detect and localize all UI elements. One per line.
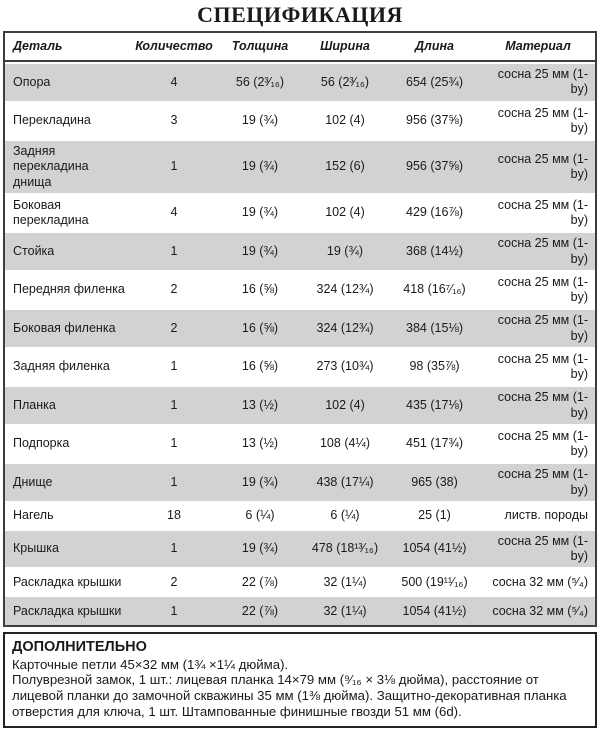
table-cell: 22 (⅞) (241, 603, 279, 618)
table-cell: 32 (1¼) (323, 574, 367, 589)
additional-section (3, 632, 597, 728)
table-cell: 1 (170, 474, 178, 489)
table-cell: листв. породы (504, 508, 588, 523)
table-cell: 13 (½) (241, 397, 279, 412)
table-cell: 13 (½) (241, 436, 279, 451)
table-cell: 6 (¼) (245, 508, 275, 523)
table-cell: Подпорка (13, 436, 70, 451)
column-header: Деталь (13, 38, 63, 53)
table-cell: 429 (16⅞) (406, 205, 463, 220)
table-cell: 1 (170, 541, 178, 556)
table-cell: 16 (⅝) (241, 282, 279, 297)
table-cell: 654 (25¾) (406, 74, 463, 89)
table-cell: 2 (170, 282, 178, 297)
table-cell: 2 (170, 320, 178, 335)
table-cell: 435 (17⅛) (406, 397, 463, 412)
table-cell: Нагель (13, 508, 54, 523)
table-cell: сосна 25 мм (1-by) (497, 390, 588, 420)
table-cell: 19 (¾) (326, 243, 364, 258)
table-cell: Перекладина (13, 113, 91, 128)
table-cell: Боковая филенка (13, 320, 116, 335)
table-cell: 19 (¾) (241, 113, 279, 128)
table-cell: 4 (170, 74, 178, 89)
table-cell: 108 (4¼) (319, 436, 371, 451)
additional-line-hinges: Карточные петли 45×32 мм (1¾ ×1¼ дюйма). (12, 656, 289, 672)
additional-line-lock-and-nails: Полуврезной замок, 1 шт.: лицевая планка 14×79 мм (⁹⁄₁₆ × 3⅛ дюйма), расстояние от лицевой планки до замочной скважины 35 мм (1⅜ дюйма). Защитно-декоративная планка отверстия для ключа, 1 шт. Штампованные финишные гвозди 51 мм (6d). (12, 672, 567, 720)
table-cell: 102 (4) (325, 113, 365, 128)
table-cell: сосна 25 мм (1-by) (497, 197, 588, 227)
specification-page (3, 2, 597, 728)
table-cell: 102 (4) (325, 205, 365, 220)
table-cell: 1 (170, 397, 178, 412)
table-cell: 965 (38) (411, 474, 458, 489)
table-row (5, 64, 595, 103)
table-cell: 56 (2³⁄₁₆) (320, 74, 370, 89)
table-cell: Задняя филенка (13, 359, 110, 374)
table-row (5, 233, 595, 272)
table-cell: 438 (17¼) (316, 474, 374, 489)
table-row (5, 103, 595, 142)
table-cell: 18 (167, 508, 181, 523)
table-cell: Боковая перекладина (13, 197, 89, 227)
table-cell: 478 (18¹³⁄₁₆) (311, 541, 379, 556)
table-cell: 324 (12¾) (316, 320, 374, 335)
column-header: Материал (505, 38, 571, 53)
table-row (5, 569, 595, 597)
table-row (5, 426, 595, 465)
table-row (5, 387, 595, 426)
table-cell: сосна 25 мм (1-by) (497, 428, 588, 458)
table-cell: 19 (¾) (241, 159, 279, 174)
table-cell: Планка (13, 397, 56, 412)
table-cell: 3 (170, 113, 178, 128)
table-cell: 500 (19¹¹⁄₁₆) (401, 574, 468, 589)
table-row (5, 272, 595, 311)
table-cell: 1 (170, 603, 178, 618)
table-cell: 152 (6) (325, 159, 365, 174)
table-cell: Стойка (13, 243, 55, 258)
table-cell: 32 (1¼) (323, 603, 367, 618)
specification-table (3, 31, 597, 627)
table-row (5, 141, 595, 195)
page-title: СПЕЦИФИКАЦИЯ (197, 2, 403, 27)
table-cell: 4 (170, 205, 178, 220)
table-cell: сосна 25 мм (1-by) (497, 105, 588, 135)
table-cell: 384 (15⅛) (406, 320, 463, 335)
table-cell: 451 (17¾) (406, 436, 463, 451)
table-cell: сосна 25 мм (1-by) (497, 67, 588, 97)
table-cell: сосна 25 мм (1-by) (497, 236, 588, 266)
table-cell: Крышка (13, 541, 59, 556)
table-cell: сосна 25 мм (1-by) (497, 351, 588, 381)
table-cell: 98 (35⅞) (409, 359, 460, 374)
column-header: Толщина (231, 38, 289, 53)
table-cell: 25 (1) (418, 508, 451, 523)
table-row (5, 503, 595, 531)
table-cell: сосна 25 мм (1-by) (497, 313, 588, 343)
table-cell: 19 (¾) (241, 205, 279, 220)
column-header: Ширина (320, 38, 370, 53)
table-cell: 1 (170, 436, 178, 451)
table-row (5, 531, 595, 570)
table-cell: 16 (⅝) (241, 359, 279, 374)
table-cell: 956 (37⅝) (406, 113, 463, 128)
table-cell: сосна 32 мм (⁵⁄₄) (492, 574, 588, 589)
table-cell: 19 (¾) (241, 243, 279, 258)
table-cell: Задняя перекладина днища (13, 144, 89, 189)
table-cell: 273 (10¾) (316, 359, 374, 374)
table-cell: 102 (4) (325, 397, 365, 412)
table-row (5, 195, 595, 234)
table-cell: 1054 (41½) (402, 541, 467, 556)
table-cell: сосна 25 мм (1-by) (497, 274, 588, 304)
table-cell: Передняя филенка (13, 282, 125, 297)
table-row (5, 349, 595, 388)
additional-title: ДОПОЛНИТЕЛЬНО (12, 639, 147, 656)
table-cell: 368 (14½) (406, 243, 463, 258)
table-cell: 1054 (41½) (402, 603, 467, 618)
table-cell: 22 (⅞) (241, 574, 279, 589)
table-cell: 56 (2³⁄₁₆) (235, 74, 285, 89)
table-cell: 324 (12¾) (316, 282, 374, 297)
table-row (5, 597, 595, 625)
table-cell: 16 (⅝) (241, 320, 279, 335)
table-cell: Раскладка крышки (13, 574, 122, 589)
column-header: Количество (135, 38, 213, 53)
table-cell: сосна 25 мм (1-by) (497, 151, 588, 181)
table-cell: 956 (37⅝) (406, 159, 463, 174)
table-cell: Опора (13, 74, 51, 89)
table-cell: 2 (170, 574, 178, 589)
table-cell: 19 (¾) (241, 474, 279, 489)
table-cell: 19 (¾) (241, 541, 279, 556)
table-cell: Днище (13, 474, 53, 489)
table-cell: 6 (¼) (330, 508, 360, 523)
table-cell: сосна 25 мм (1-by) (497, 533, 588, 563)
column-header: Длина (415, 38, 454, 53)
table-cell: 1 (170, 359, 178, 374)
table-header-row (5, 33, 595, 62)
table-cell: сосна 32 мм (⁵⁄₄) (492, 603, 588, 618)
table-cell: 1 (170, 243, 178, 258)
table-row (5, 464, 595, 503)
table-cell: 418 (16⁷⁄₁₆) (403, 282, 466, 297)
table-cell: 1 (170, 159, 178, 174)
table-cell: сосна 25 мм (1-by) (497, 467, 588, 497)
table-row (5, 310, 595, 349)
table-body (5, 62, 595, 625)
table-cell: Раскладка крышки (13, 603, 122, 618)
